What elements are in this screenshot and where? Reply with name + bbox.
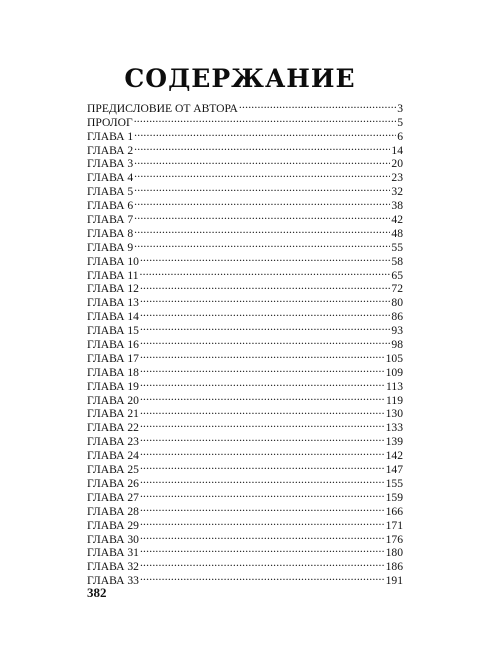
dot-leader xyxy=(140,265,391,279)
dot-leader xyxy=(140,487,385,501)
toc-entry-page: 42 xyxy=(391,213,403,227)
dot-leader xyxy=(134,195,390,209)
toc-entry xyxy=(87,112,403,129)
toc-entry xyxy=(87,98,403,115)
toc-entry-page: 155 xyxy=(385,476,403,490)
toc-entry-title: ГЛАВА 18 xyxy=(87,365,139,379)
toc-entry-page: 142 xyxy=(385,449,403,463)
toc-entry-title: ГЛАВА 25 xyxy=(87,463,139,477)
dot-leader xyxy=(134,209,390,223)
dot-leader xyxy=(140,501,385,515)
toc-entry-page: 23 xyxy=(391,171,403,185)
toc-entry-page: 105 xyxy=(385,351,403,365)
toc-entry-title: ГЛАВА 19 xyxy=(87,379,139,393)
toc-entry xyxy=(87,140,403,157)
toc-entry-title: ГЛАВА 9 xyxy=(87,240,134,254)
dot-leader xyxy=(134,112,397,126)
toc-entry xyxy=(87,167,403,185)
toc-entry-title: ГЛАВА 21 xyxy=(87,407,139,421)
toc-entry-page: 147 xyxy=(385,463,403,477)
toc-entry-title: ГЛАВА 29 xyxy=(87,518,139,532)
toc-entry-page: 180 xyxy=(385,546,403,560)
table-of-contents xyxy=(87,98,403,588)
toc-entry-page: 38 xyxy=(391,199,403,213)
dot-leader xyxy=(140,529,385,543)
toc-entry xyxy=(87,251,403,268)
dot-leader xyxy=(140,320,390,334)
toc-entry-page: 93 xyxy=(391,324,403,338)
toc-entry-title: ГЛАВА 17 xyxy=(87,351,139,365)
toc-entry-title: ГЛАВА 28 xyxy=(87,504,139,518)
dot-leader xyxy=(134,167,390,181)
toc-entry-title: ГЛАВА 2 xyxy=(87,143,134,157)
dot-leader xyxy=(140,404,385,418)
toc-entry-page: 159 xyxy=(385,490,403,504)
toc-entry xyxy=(87,181,403,199)
toc-entry-title: ГЛАВА 14 xyxy=(87,310,139,324)
toc-entry xyxy=(87,154,403,171)
toc-entry-title: ГЛАВА 1 xyxy=(87,129,134,143)
toc-entry-title: ГЛАВА 8 xyxy=(87,226,134,240)
toc-entry-page: 171 xyxy=(385,518,403,532)
toc-entry-page: 80 xyxy=(391,296,403,310)
toc-entry-page: 139 xyxy=(385,435,403,449)
toc-entry-title: ГЛАВА 6 xyxy=(87,199,134,213)
dot-leader xyxy=(140,431,385,445)
toc-entry-title: ГЛАВА 5 xyxy=(87,185,134,199)
dot-leader xyxy=(134,154,390,168)
toc-entry-page: 186 xyxy=(385,560,403,574)
toc-entry-title: ГЛАВА 32 xyxy=(87,560,139,574)
toc-entry-title: ГЛАВА 24 xyxy=(87,449,139,463)
dot-leader xyxy=(239,98,396,112)
dot-leader xyxy=(140,543,385,557)
toc-entry-title: ГЛАВА 16 xyxy=(87,338,139,352)
toc-entry-page: 191 xyxy=(385,574,403,588)
dot-leader xyxy=(140,251,390,265)
dot-leader xyxy=(140,459,385,473)
toc-entry-title: ГЛАВА 23 xyxy=(87,435,139,449)
toc-entry-title: ГЛАВА 3 xyxy=(87,157,134,171)
dot-leader xyxy=(134,126,396,140)
toc-entry-title: ГЛАВА 30 xyxy=(87,532,139,546)
page-title: СОДЕРЖАНИЕ xyxy=(124,64,356,93)
toc-entry-page: 119 xyxy=(386,393,403,407)
dot-leader xyxy=(140,376,385,390)
toc-entry-title: ГЛАВА 4 xyxy=(87,171,134,185)
toc-entry-title: ПРОЛОГ xyxy=(87,115,133,129)
dot-leader xyxy=(140,390,385,404)
toc-entry-page: 109 xyxy=(385,365,403,379)
toc-entry-page: 113 xyxy=(386,379,403,393)
dot-leader xyxy=(140,417,385,431)
toc-entry-page: 55 xyxy=(391,240,403,254)
toc-entry xyxy=(87,237,403,254)
toc-entry-title: ГЛАВА 15 xyxy=(87,324,139,338)
toc-entry-title: ГЛАВА 7 xyxy=(87,213,134,227)
toc-entry-title: ГЛАВА 11 xyxy=(87,268,139,282)
dot-leader xyxy=(140,515,385,529)
dot-leader xyxy=(140,362,385,376)
toc-entry-title: ПРЕДИСЛОВИЕ ОТ АВТОРА xyxy=(87,101,238,115)
toc-entry-page: 14 xyxy=(391,143,403,157)
dot-leader xyxy=(140,473,385,487)
toc-entry-page: 3 xyxy=(397,101,403,115)
dot-leader xyxy=(140,306,390,320)
toc-entry-title: ГЛАВА 13 xyxy=(87,296,139,310)
toc-entry-title: ГЛАВА 27 xyxy=(87,490,139,504)
toc-entry xyxy=(87,223,403,240)
toc-entry-page: 20 xyxy=(391,157,403,171)
page-number: 382 xyxy=(87,585,107,600)
toc-entry-page: 58 xyxy=(391,254,403,268)
toc-entry-page: 5 xyxy=(397,115,403,129)
dot-leader xyxy=(134,181,390,195)
toc-entry-title: ГЛАВА 22 xyxy=(87,421,139,435)
toc-entry-page: 98 xyxy=(391,338,403,352)
toc-entry xyxy=(87,209,403,227)
toc-entry-page: 48 xyxy=(391,226,403,240)
toc-entry-title: ГЛАВА 26 xyxy=(87,476,139,490)
dot-leader xyxy=(140,570,385,584)
dot-leader xyxy=(134,140,390,154)
dot-leader xyxy=(140,556,385,570)
toc-entry xyxy=(87,126,403,143)
toc-entry-title: ГЛАВА 20 xyxy=(87,393,139,407)
toc-entry-page: 86 xyxy=(391,310,403,324)
toc-entry-page: 133 xyxy=(385,421,403,435)
toc-entry-page: 166 xyxy=(385,504,403,518)
toc-entry-page: 65 xyxy=(391,268,403,282)
dot-leader xyxy=(140,348,385,362)
dot-leader xyxy=(134,223,390,237)
toc-entry-title: ГЛАВА 31 xyxy=(87,546,139,560)
toc-entry xyxy=(87,195,403,213)
toc-entry-title: ГЛАВА 10 xyxy=(87,254,139,268)
toc-entry-title: ГЛАВА 33 xyxy=(87,574,139,588)
dot-leader xyxy=(134,237,390,251)
dot-leader xyxy=(140,334,390,348)
toc-entry-page: 6 xyxy=(397,129,403,143)
dot-leader xyxy=(140,292,390,306)
toc-entry-page: 176 xyxy=(385,532,403,546)
toc-entry-page: 72 xyxy=(391,282,403,296)
dot-leader xyxy=(140,445,385,459)
dot-leader xyxy=(140,279,390,293)
toc-entry-page: 32 xyxy=(391,185,403,199)
toc-entry-page: 130 xyxy=(385,407,403,421)
toc-entry-title: ГЛАВА 12 xyxy=(87,282,139,296)
